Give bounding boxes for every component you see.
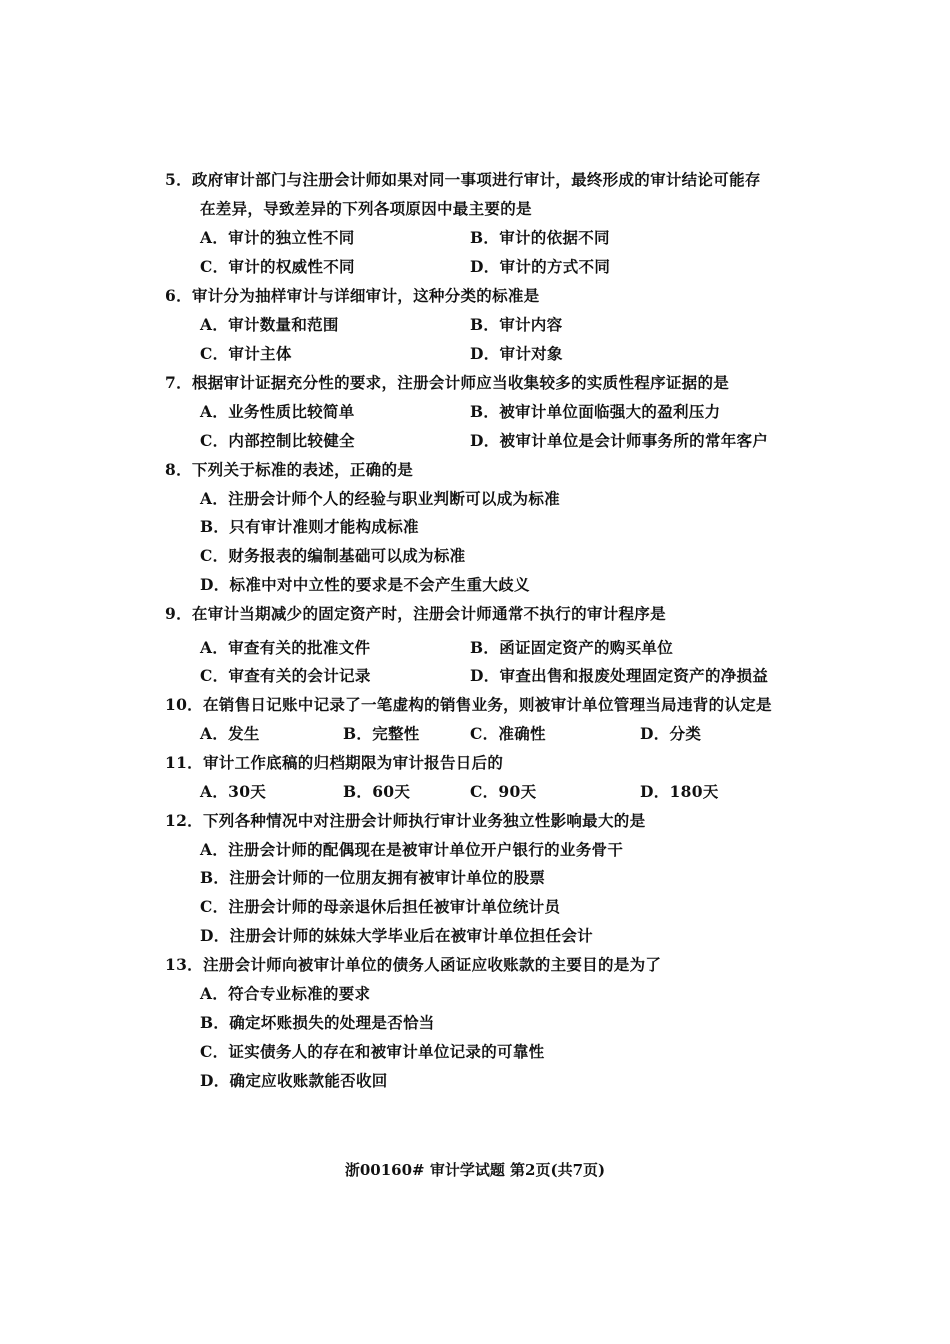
question-10-option-c: C．准确性 bbox=[470, 724, 546, 743]
question-5-option-c: C．审计的权威性不同 bbox=[200, 257, 355, 276]
question-13-option-d: D．确定应收账款能否收回 bbox=[200, 1071, 388, 1090]
question-8-stem: 8．下列关于标准的表述，正确的是 bbox=[165, 460, 414, 479]
question-9-option-d: D．审查出售和报废处理固定资产的净损益 bbox=[470, 666, 769, 685]
page-footer: 浙00160# 审计学试题 第2页(共7页) bbox=[344, 1161, 606, 1179]
question-12-option-c: C．注册会计师的母亲退休后担任被审计单位统计员 bbox=[200, 897, 561, 916]
question-7-stem: 7．根据审计证据充分性的要求，注册会计师应当收集较多的实质性程序证据的是 bbox=[165, 373, 730, 392]
question-11-stem: 11．审计工作底稿的归档期限为审计报告日后的 bbox=[165, 753, 504, 772]
question-5-stem-continued: 在差异，导致差异的下列各项原因中最主要的是 bbox=[200, 199, 532, 218]
question-13-option-b: B．确定坏账损失的处理是否恰当 bbox=[200, 1013, 435, 1032]
question-10-option-d: D．分类 bbox=[640, 724, 702, 743]
question-13-option-c: C．证实债务人的存在和被审计单位记录的可靠性 bbox=[200, 1042, 545, 1061]
question-7-option-b: B．被审计单位面临强大的盈利压力 bbox=[470, 402, 721, 421]
question-12-stem: 12．下列各种情况中对注册会计师执行审计业务独立性影响最大的是 bbox=[165, 811, 646, 830]
question-7-option-a: A．业务性质比较简单 bbox=[200, 402, 355, 421]
question-6-option-c: C．审计主体 bbox=[200, 344, 292, 363]
question-6-stem: 6．审计分为抽样审计与详细审计，这种分类的标准是 bbox=[165, 286, 540, 305]
question-8-option-a: A．注册会计师个人的经验与职业判断可以成为标准 bbox=[200, 489, 560, 508]
question-8-option-c: C．财务报表的编制基础可以成为标准 bbox=[200, 546, 466, 565]
question-13-option-a: A．符合专业标准的要求 bbox=[200, 984, 371, 1003]
question-12-option-b: B．注册会计师的一位朋友拥有被审计单位的股票 bbox=[200, 868, 546, 887]
question-9-option-c: C．审查有关的会计记录 bbox=[200, 666, 371, 685]
question-5-option-d: D．审计的方式不同 bbox=[470, 257, 611, 276]
question-7-option-d: D．被审计单位是会计师事务所的常年客户 bbox=[470, 431, 769, 450]
question-5-stem: 5．政府审计部门与注册会计师如果对同一事项进行审计，最终形成的审计结论可能存 bbox=[165, 170, 761, 189]
question-9-stem: 9．在审计当期减少的固定资产时，注册会计师通常不执行的审计程序是 bbox=[165, 604, 666, 623]
question-5-option-b: B．审计的依据不同 bbox=[470, 228, 610, 247]
question-12-option-a: A．注册会计师的配偶现在是被审计单位开户银行的业务骨干 bbox=[200, 840, 624, 859]
question-11-option-b: B．60天 bbox=[343, 782, 411, 801]
question-6-option-d: D．审计对象 bbox=[470, 344, 563, 363]
question-10-option-a: A．发生 bbox=[200, 724, 260, 743]
question-9-option-a: A．审查有关的批准文件 bbox=[200, 638, 371, 657]
question-12-option-d: D．注册会计师的妹妹大学毕业后在被审计单位担任会计 bbox=[200, 926, 593, 945]
question-9-option-b: B．函证固定资产的购买单位 bbox=[470, 638, 674, 657]
question-11-option-a: A．30天 bbox=[200, 782, 267, 801]
question-7-option-c: C．内部控制比较健全 bbox=[200, 431, 355, 450]
question-8-option-d: D．标准中对中立性的要求是不会产生重大歧义 bbox=[200, 575, 530, 594]
question-11-option-c: C．90天 bbox=[470, 782, 537, 801]
question-5-option-a: A．审计的独立性不同 bbox=[200, 228, 355, 247]
question-6-option-a: A．审计数量和范围 bbox=[200, 315, 339, 334]
question-13-stem: 13．注册会计师向被审计单位的债务人函证应收账款的主要目的是为了 bbox=[165, 955, 662, 974]
question-10-option-b: B．完整性 bbox=[343, 724, 420, 743]
question-11-option-d: D．180天 bbox=[640, 782, 719, 801]
question-10-stem: 10．在销售日记账中记录了一笔虚构的销售业务，则被审计单位管理当局违背的认定是 bbox=[165, 695, 772, 714]
question-8-option-b: B．只有审计准则才能构成标准 bbox=[200, 517, 419, 536]
question-6-option-b: B．审计内容 bbox=[470, 315, 563, 334]
